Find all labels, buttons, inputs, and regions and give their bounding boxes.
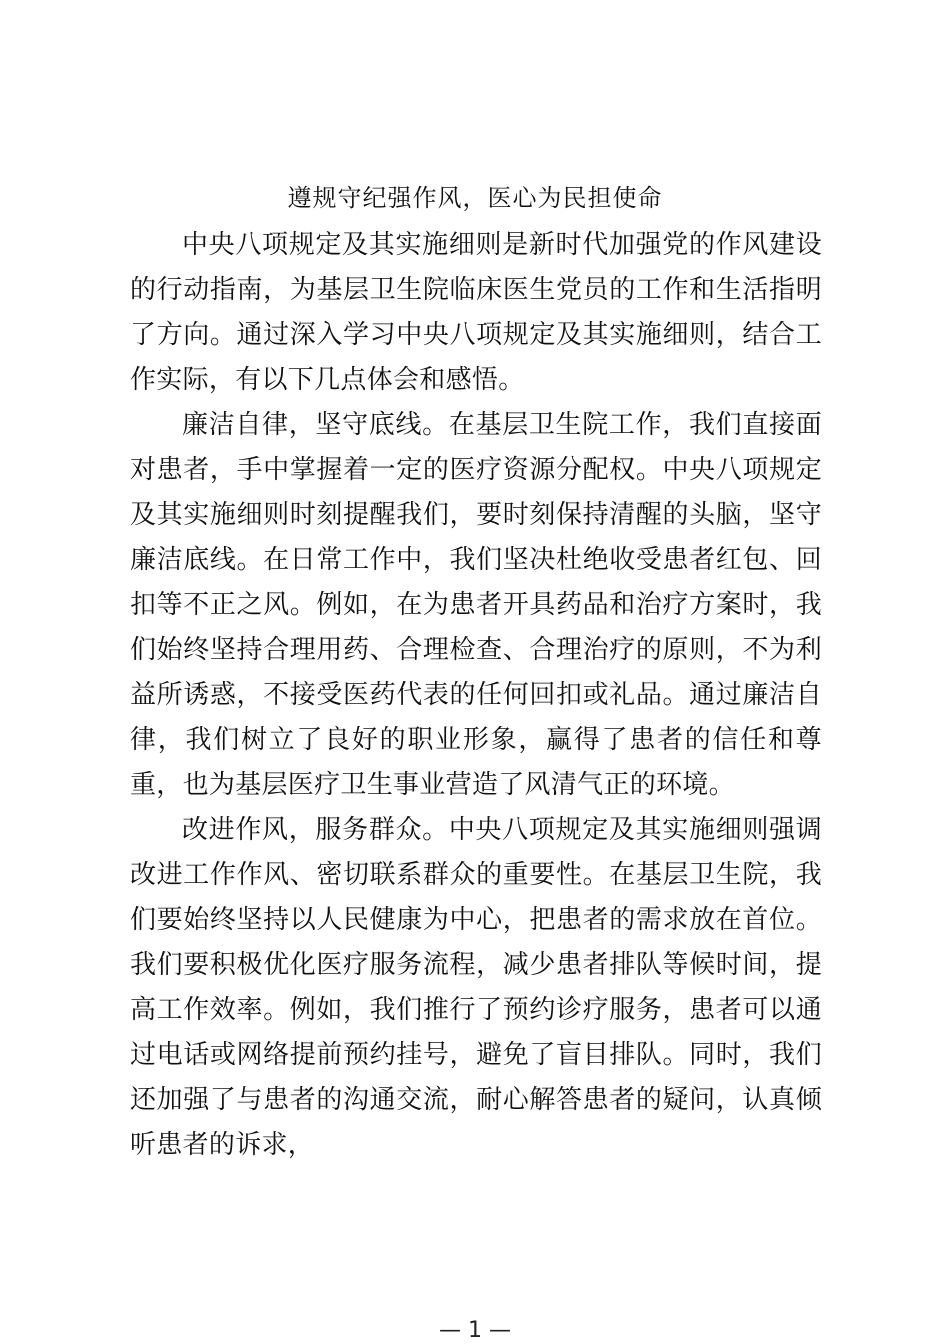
page-number: — 1 — [439, 1318, 511, 1343]
paragraph-service: 改进作风，服务群众。中央八项规定及其实施细则强调改进工作作风、密切联系群众的重要性。在基层卫生院，我们要始终坚持以人民健康为中心，把患者的需求放在首位。我们要积极优化医疗服务流程，减少患者排队等候时间，提高工作效率。例如，我们推行了预约诊疗服务，患者可以通过电话或网络提前预约挂号，避免了盲目排队。同时，我们还加强了与患者的沟通交流，耐心解答患者的疑问，认真倾听患者的诉求， [130, 815, 822, 1160]
document-title: 遵规守纪强作风，医心为民担使命 [287, 184, 663, 212]
paragraph-integrity: 廉洁自律，坚守底线。在基层卫生院工作，我们直接面对患者，手中掌握着一定的医疗资源分配权。中央八项规定及其实施细则时刻提醒我们，要时刻保持清醒的头脑，坚守廉洁底线。在日常工作中，我们坚决杜绝收受患者红包、回扣等不正之风。例如，在为患者开具药品和治疗方案时，我们始终坚持合理用药、合理检查、合理治疗的原则，不为利益所诱惑，不接受医药代表的任何回扣或礼品。通过廉洁自律，我们树立了良好的职业形象，赢得了患者的信任和尊重，也为基层医疗卫生事业营造了风清气正的环境。 [130, 410, 822, 800]
document-body [130, 223, 822, 1168]
paragraph-intro: 中央八项规定及其实施细则是新时代加强党的作风建设的行动指南，为基层卫生院临床医生党员的工作和生活指明了方向。通过深入学习中央八项规定及其实施细则，结合工作实际，有以下几点体会和感悟。 [130, 230, 822, 395]
